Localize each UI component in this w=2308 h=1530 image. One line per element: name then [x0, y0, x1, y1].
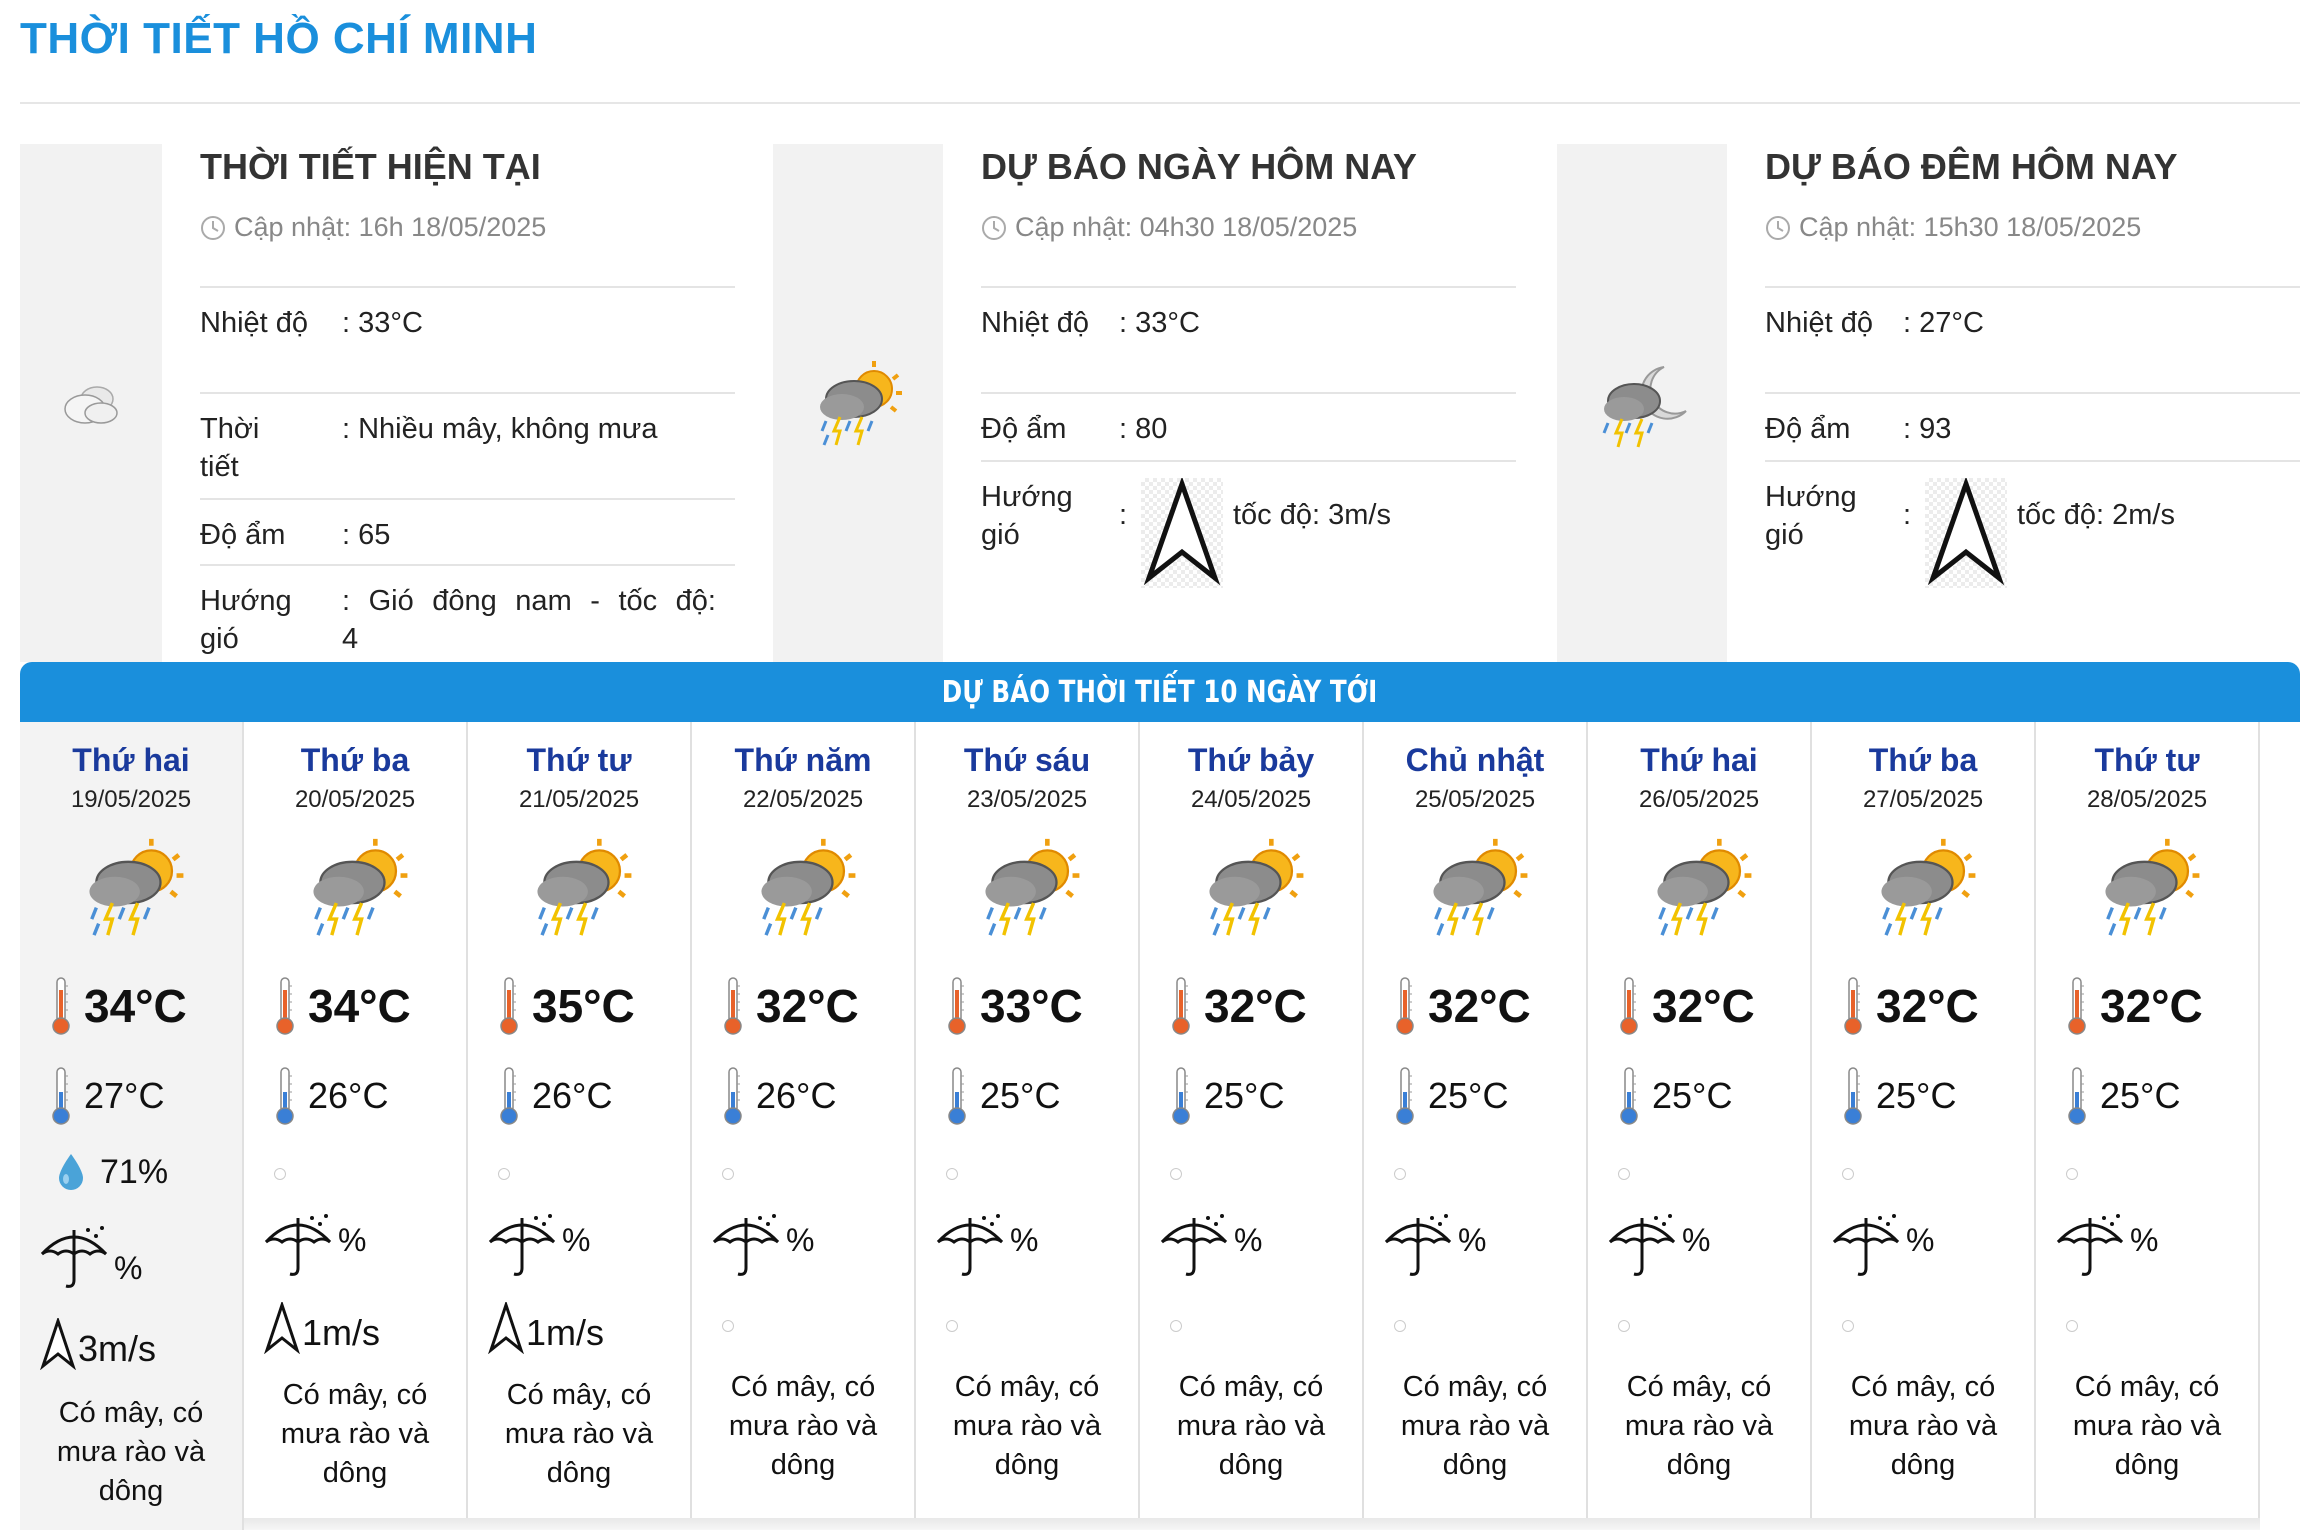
- weather-description: [254, 1376, 456, 1493]
- today-day-card: [773, 144, 1515, 662]
- empty-dot: [1394, 1168, 1406, 1180]
- high-temp: [1620, 976, 1755, 1036]
- thunderstorm-sun-icon: [526, 832, 636, 942]
- humidity: [56, 1152, 168, 1192]
- humidity-value: 71%: [100, 1152, 169, 1191]
- empty-dot: [2066, 1320, 2078, 1332]
- thermometer-hot-icon: [52, 976, 70, 1036]
- high-temp-value: 32°C: [1652, 980, 1755, 1032]
- description-line: mưa rào và: [56, 1436, 206, 1468]
- thermometer-hot-icon: [1844, 976, 1862, 1036]
- high-temp: [500, 976, 635, 1036]
- temp-value: : 33°C: [342, 307, 423, 339]
- rain-chance: [486, 1212, 590, 1278]
- umbrella-icon: [38, 1224, 110, 1290]
- day-column: [20, 722, 244, 1530]
- thunderstorm-sun-icon: [2094, 832, 2204, 942]
- day-name: Chủ nhật: [1405, 742, 1545, 778]
- divider: [200, 286, 735, 288]
- day-date: 26/05/2025: [1638, 786, 1760, 813]
- ten-day-forecast-header: [20, 662, 2300, 722]
- description-line: mưa rào và: [280, 1418, 430, 1450]
- weather-description: [1598, 1368, 1800, 1485]
- description-line: mưa rào và: [952, 1410, 1102, 1442]
- thunderstorm-sun-icon: [1870, 832, 1980, 942]
- thermometer-hot-icon: [500, 976, 518, 1036]
- description-line: Có mây, có: [1626, 1371, 1772, 1403]
- weather-description: [478, 1376, 680, 1493]
- description-line: Có mây, có: [1178, 1371, 1324, 1403]
- empty-dot: [1842, 1320, 1854, 1332]
- day-column: [244, 722, 468, 1530]
- rain-chance: [1606, 1212, 1710, 1278]
- divider: [1765, 286, 2300, 288]
- weather-description: [1150, 1368, 1352, 1485]
- empty-dot: [1618, 1320, 1630, 1332]
- thermometer-hot-icon: [276, 976, 294, 1036]
- low-temp-value: 25°C: [1652, 1075, 1733, 1116]
- divider: [1765, 460, 2300, 462]
- divider: [981, 392, 1516, 394]
- high-temp-value: 32°C: [2100, 980, 2203, 1032]
- thermometer-hot-icon: [2068, 976, 2086, 1036]
- description-line: dông: [1442, 1449, 1508, 1481]
- thermometer-cold-icon: [52, 1066, 70, 1126]
- high-temp-value: 35°C: [532, 980, 635, 1032]
- description-line: Có mây, có: [506, 1379, 652, 1411]
- humidity-drop-icon: [56, 1152, 86, 1192]
- rain-chance: [710, 1212, 814, 1278]
- day-name: Thứ tư: [2094, 742, 2200, 778]
- card-title: DỰ BÁO ĐÊM HÔM NAY: [1765, 146, 2178, 187]
- wind-label: Hướng gió: [981, 481, 1073, 551]
- rain-chance: [2054, 1212, 2158, 1278]
- day-name: Thứ năm: [734, 742, 872, 778]
- description-line: Có mây, có: [2074, 1371, 2220, 1403]
- wind-direction-arrow-icon: [264, 1302, 300, 1354]
- description-line: Có mây, có: [58, 1397, 204, 1429]
- thunderstorm-sun-icon: [750, 832, 860, 942]
- day-column: [1588, 722, 1812, 1530]
- rain-chance-value: %: [1682, 1222, 1711, 1258]
- wind-direction-arrow-icon: [1925, 478, 2007, 588]
- thermometer-cold-icon: [1620, 1066, 1638, 1126]
- wind-speed-value: 1m/s: [526, 1312, 605, 1353]
- empty-dot: [498, 1168, 510, 1180]
- low-temp: [1844, 1066, 1956, 1126]
- low-temp: [948, 1066, 1060, 1126]
- weather-description: [30, 1394, 232, 1511]
- day-date: 24/05/2025: [1190, 786, 1312, 813]
- current-weather-card: [20, 144, 735, 662]
- temp-label: Nhiệt độ: [200, 307, 309, 339]
- description-line: dông: [2114, 1449, 2180, 1481]
- rain-chance-value: %: [786, 1222, 815, 1258]
- temp-label: Nhiệt độ: [981, 307, 1090, 339]
- wind-direction-arrow-icon: [488, 1302, 524, 1354]
- low-temp: [500, 1066, 612, 1126]
- empty-dot: [722, 1168, 734, 1180]
- umbrella-icon: [934, 1212, 1006, 1278]
- umbrella-icon: [1158, 1212, 1230, 1278]
- description-line: dông: [1890, 1449, 1956, 1481]
- low-temp: [52, 1066, 164, 1126]
- day-column: [1812, 722, 2036, 1530]
- cloudy-icon: [59, 375, 123, 431]
- description-line: Có mây, có: [1850, 1371, 1996, 1403]
- empty-dot: [1170, 1320, 1182, 1332]
- thunderstorm-moon-icon: [1594, 355, 1690, 451]
- thunderstorm-sun-icon: [1422, 832, 1532, 942]
- divider: [200, 498, 735, 500]
- title-divider: [20, 102, 2300, 104]
- day-name: Thứ ba: [300, 742, 410, 778]
- updated-time: [1765, 212, 2141, 243]
- description-line: mưa rào và: [1400, 1410, 1550, 1442]
- divider: [981, 286, 1516, 288]
- low-temp: [1620, 1066, 1732, 1126]
- high-temp: [724, 976, 859, 1036]
- clock-icon: [200, 215, 226, 241]
- description-line: mưa rào và: [728, 1410, 878, 1442]
- low-temp-value: 25°C: [1876, 1075, 1957, 1116]
- wind-colon: :: [1119, 499, 1128, 531]
- umbrella-icon: [262, 1212, 334, 1278]
- updated-text: Cập nhật: 16h 18/05/2025: [234, 212, 547, 242]
- thermometer-hot-icon: [1172, 976, 1190, 1036]
- humidity-label: Độ ẩm: [1765, 413, 1851, 445]
- today-day-icon-panel: [773, 144, 943, 662]
- empty-dot: [1170, 1168, 1182, 1180]
- day-date: 25/05/2025: [1414, 786, 1536, 813]
- day-column: [2036, 722, 2260, 1530]
- description-line: Có mây, có: [282, 1379, 428, 1411]
- divider: [1765, 392, 2300, 394]
- wind-direction-arrow-icon: [1141, 478, 1223, 588]
- wind-label: Hướng gió: [1765, 481, 1857, 551]
- empty-dot: [1842, 1168, 1854, 1180]
- thermometer-cold-icon: [1844, 1066, 1862, 1126]
- humidity-value: : 65: [342, 519, 391, 551]
- wind-value-line1: : Gió đông nam - tốc độ: 4: [342, 585, 716, 655]
- description-line: dông: [98, 1475, 164, 1507]
- umbrella-icon: [1830, 1212, 1902, 1278]
- weather-description: [926, 1368, 1128, 1485]
- low-temp: [2068, 1066, 2180, 1126]
- empty-dot: [1394, 1320, 1406, 1332]
- tonight-card: [1557, 144, 2300, 662]
- empty-dot: [274, 1168, 286, 1180]
- rain-chance: [1158, 1212, 1262, 1278]
- low-temp: [724, 1066, 836, 1126]
- temp-value: : 33°C: [1119, 307, 1200, 339]
- day-date: 19/05/2025: [70, 786, 192, 813]
- rain-chance-value: %: [1234, 1222, 1263, 1258]
- ten-day-forecast-title: DỰ BÁO THỜI TIẾT 10 NGÀY TỚI: [942, 674, 1378, 710]
- high-temp-value: 33°C: [980, 980, 1083, 1032]
- day-column: [692, 722, 916, 1530]
- weather-description: [702, 1368, 904, 1485]
- low-temp-value: 25°C: [980, 1075, 1061, 1116]
- thermometer-hot-icon: [724, 976, 742, 1036]
- day-date: 20/05/2025: [294, 786, 416, 813]
- card-title: THỜI TIẾT HIỆN TẠI: [200, 146, 541, 187]
- grid-bottom-shadow: [244, 1518, 2260, 1530]
- low-temp-value: 25°C: [1204, 1075, 1285, 1116]
- high-temp-value: 34°C: [308, 980, 411, 1032]
- thermometer-cold-icon: [1172, 1066, 1190, 1126]
- divider: [981, 460, 1516, 462]
- day-name: Thứ hai: [72, 742, 190, 778]
- high-temp: [52, 976, 187, 1036]
- temp-value: : 27°C: [1903, 307, 1984, 339]
- day-name: Thứ tư: [526, 742, 632, 778]
- weather-description: [2046, 1368, 2248, 1485]
- divider: [200, 564, 735, 566]
- description-line: dông: [546, 1457, 612, 1489]
- high-temp: [1172, 976, 1307, 1036]
- day-name: Thứ bảy: [1187, 742, 1315, 778]
- day-date: 28/05/2025: [2086, 786, 2208, 813]
- description-line: dông: [322, 1457, 388, 1489]
- humidity-value: : 80: [1119, 413, 1168, 445]
- ten-day-forecast-grid: [20, 722, 2260, 1530]
- wind: [40, 1318, 156, 1370]
- thunderstorm-sun-icon: [302, 832, 412, 942]
- description-line: dông: [1666, 1449, 1732, 1481]
- rain-chance: [38, 1224, 142, 1290]
- umbrella-icon: [2054, 1212, 2126, 1278]
- empty-dot: [1618, 1168, 1630, 1180]
- thunderstorm-sun-icon: [1198, 832, 1308, 942]
- humidity-value: : 93: [1903, 413, 1952, 445]
- high-temp: [1396, 976, 1531, 1036]
- wind-speed: tốc độ: 3m/s: [1233, 499, 1391, 531]
- current-weather-icon-panel: [20, 144, 162, 662]
- low-temp: [1172, 1066, 1284, 1126]
- weather-label: Thời tiết: [200, 413, 260, 483]
- description-line: Có mây, có: [730, 1371, 876, 1403]
- description-line: Có mây, có: [1402, 1371, 1548, 1403]
- day-date: 23/05/2025: [966, 786, 1088, 813]
- description-line: mưa rào và: [1624, 1410, 1774, 1442]
- wind: [488, 1302, 604, 1354]
- wind-speed-value: 3m/s: [78, 1328, 157, 1369]
- description-line: dông: [994, 1449, 1060, 1481]
- umbrella-icon: [486, 1212, 558, 1278]
- high-temp: [2068, 976, 2203, 1036]
- umbrella-icon: [710, 1212, 782, 1278]
- rain-chance-value: %: [2130, 1222, 2159, 1258]
- wind-label: Hướng gió: [200, 585, 292, 655]
- high-temp: [276, 976, 411, 1036]
- low-temp-value: 25°C: [1428, 1075, 1509, 1116]
- thermometer-cold-icon: [1396, 1066, 1414, 1126]
- high-temp-value: 32°C: [1428, 980, 1531, 1032]
- day-column: [1140, 722, 1364, 1530]
- low-temp: [276, 1066, 388, 1126]
- low-temp-value: 26°C: [532, 1075, 613, 1116]
- rain-chance: [262, 1212, 366, 1278]
- high-temp: [948, 976, 1083, 1036]
- rain-chance-value: %: [562, 1222, 591, 1258]
- weather-description: [1822, 1368, 2024, 1485]
- clock-icon: [1765, 215, 1791, 241]
- thermometer-hot-icon: [1620, 976, 1638, 1036]
- page-title: THỜI TIẾT HỒ CHÍ MINH: [20, 14, 538, 63]
- rain-chance: [1382, 1212, 1486, 1278]
- divider: [200, 392, 735, 394]
- description-line: dông: [1218, 1449, 1284, 1481]
- description-line: dông: [770, 1449, 836, 1481]
- high-temp-value: 34°C: [84, 980, 187, 1032]
- wind-speed-value: 1m/s: [302, 1312, 381, 1353]
- thermometer-cold-icon: [948, 1066, 966, 1126]
- thermometer-hot-icon: [1396, 976, 1414, 1036]
- day-name: Thứ sáu: [963, 742, 1091, 778]
- rain-chance-value: %: [1458, 1222, 1487, 1258]
- wind-colon: :: [1903, 499, 1912, 531]
- thunderstorm-sun-icon: [974, 832, 1084, 942]
- card-title: DỰ BÁO NGÀY HÔM NAY: [981, 146, 1417, 187]
- day-column: [468, 722, 692, 1530]
- updated-text: Cập nhật: 15h30 18/05/2025: [1799, 212, 2142, 242]
- rain-chance-value: %: [1010, 1222, 1039, 1258]
- thunderstorm-sun-icon: [78, 832, 188, 942]
- thermometer-cold-icon: [276, 1066, 294, 1126]
- low-temp-value: 26°C: [308, 1075, 389, 1116]
- high-temp-value: 32°C: [1876, 980, 1979, 1032]
- day-column: [916, 722, 1140, 1530]
- thermometer-cold-icon: [724, 1066, 742, 1126]
- thermometer-cold-icon: [500, 1066, 518, 1126]
- high-temp: [1844, 976, 1979, 1036]
- wind: [264, 1302, 380, 1354]
- updated-time: [981, 212, 1357, 243]
- rain-chance: [934, 1212, 1038, 1278]
- day-date: 27/05/2025: [1862, 786, 1984, 813]
- rain-chance-value: %: [338, 1222, 367, 1258]
- low-temp-value: 25°C: [2100, 1075, 2181, 1116]
- day-column: [1364, 722, 1588, 1530]
- description-line: mưa rào và: [1848, 1410, 1998, 1442]
- wind-direction-arrow-icon: [40, 1318, 76, 1370]
- description-line: mưa rào và: [1176, 1410, 1326, 1442]
- empty-dot: [946, 1168, 958, 1180]
- high-temp-value: 32°C: [1204, 980, 1307, 1032]
- wind-speed: tốc độ: 2m/s: [2017, 499, 2175, 531]
- description-line: mưa rào và: [504, 1418, 654, 1450]
- low-temp: [1396, 1066, 1508, 1126]
- thunderstorm-sun-icon: [810, 355, 906, 451]
- weather-value: : Nhiều mây, không mưa: [342, 413, 658, 445]
- thermometer-hot-icon: [948, 976, 966, 1036]
- empty-dot: [2066, 1168, 2078, 1180]
- updated-time: [200, 212, 546, 243]
- thunderstorm-sun-icon: [1646, 832, 1756, 942]
- weather-description: [1374, 1368, 1576, 1485]
- thermometer-cold-icon: [2068, 1066, 2086, 1126]
- empty-dot: [946, 1320, 958, 1332]
- temp-label: Nhiệt độ: [1765, 307, 1874, 339]
- empty-dot: [722, 1320, 734, 1332]
- day-name: Thứ hai: [1640, 742, 1758, 778]
- day-date: 21/05/2025: [518, 786, 640, 813]
- day-date: 22/05/2025: [742, 786, 864, 813]
- description-line: Có mây, có: [954, 1371, 1100, 1403]
- umbrella-icon: [1382, 1212, 1454, 1278]
- humidity-label: Độ ẩm: [981, 413, 1067, 445]
- description-line: mưa rào và: [2072, 1410, 2222, 1442]
- updated-text: Cập nhật: 04h30 18/05/2025: [1015, 212, 1358, 242]
- clock-icon: [981, 215, 1007, 241]
- rain-chance-value: %: [1906, 1222, 1935, 1258]
- low-temp-value: 27°C: [84, 1075, 165, 1116]
- umbrella-icon: [1606, 1212, 1678, 1278]
- tonight-icon-panel: [1557, 144, 1727, 662]
- rain-chance-value: %: [114, 1250, 143, 1286]
- rain-chance: [1830, 1212, 1934, 1278]
- low-temp-value: 26°C: [756, 1075, 837, 1116]
- day-name: Thứ ba: [1868, 742, 1978, 778]
- high-temp-value: 32°C: [756, 980, 859, 1032]
- humidity-label: Độ ẩm: [200, 519, 286, 551]
